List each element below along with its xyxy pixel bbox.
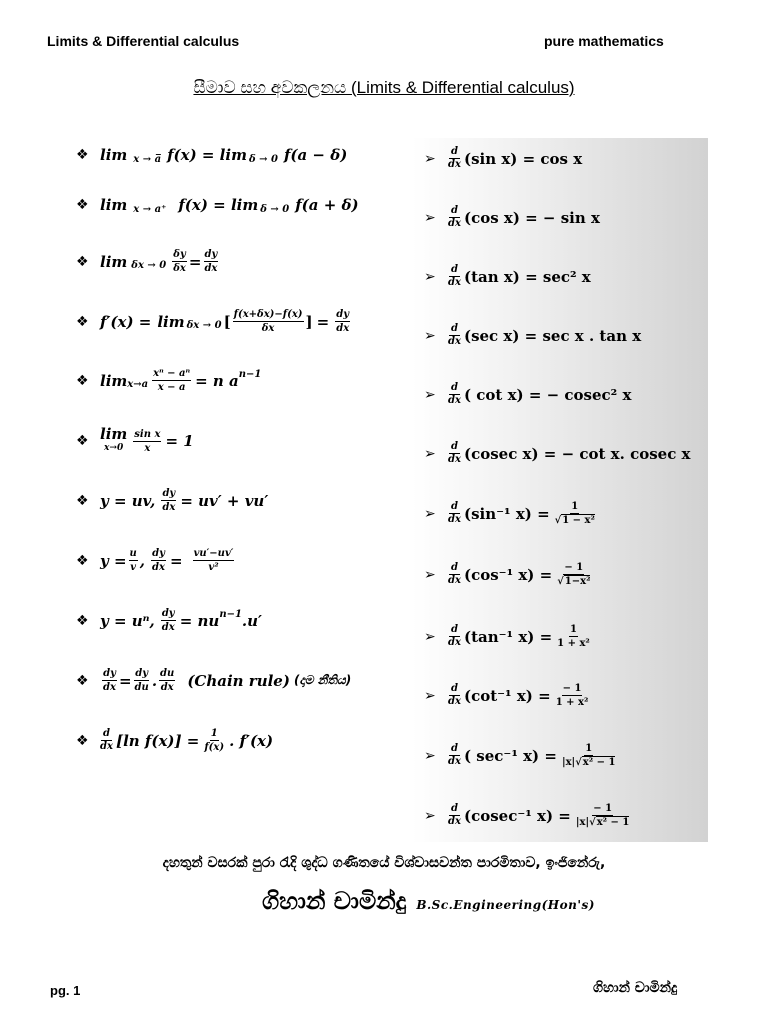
derivative-dx: dx (448, 575, 461, 586)
footer-author-name: ගිහාන් චාමින්දු (593, 980, 678, 996)
formula-tail: f(a − δ) (283, 146, 348, 164)
denominator (554, 514, 596, 527)
chain-rule-sinhala-note: (දාම නීතිය) (293, 673, 352, 687)
formula-rhs: = uv′ + vu′ (180, 491, 269, 510)
derivative-d: d (450, 501, 458, 512)
numerator: f(x+δx)−f(x) (233, 309, 303, 320)
derivative-expression: (tan⁻¹ x) = (463, 627, 553, 646)
derivatives-panel-background (412, 138, 708, 842)
lim-text: lim (157, 312, 185, 331)
fraction (554, 500, 596, 527)
numerator: dy (135, 668, 149, 679)
derivative-dx: dx (448, 756, 461, 767)
derivative-operator (448, 501, 461, 526)
derivative-dx: dx (448, 454, 461, 465)
denominator: f(x) (204, 742, 225, 753)
limit-subscript: x→0 (104, 443, 124, 453)
fraction (193, 547, 235, 574)
limit-subscript: δx → 0 (186, 320, 222, 331)
formula-tail: f(a + δ) (295, 196, 359, 214)
radicand: x² − 1 (596, 817, 630, 828)
limit-stack (100, 427, 127, 455)
denominator: dx (204, 263, 218, 274)
arrow-bullet-icon: ➢ (424, 209, 436, 226)
fraction (561, 742, 616, 769)
arrow-bullet-icon: ➢ (424, 505, 436, 522)
limit-subscript: x → a⁺ (133, 203, 167, 215)
fraction (134, 667, 150, 694)
derivative-row (424, 441, 691, 466)
numerator: dy (336, 309, 350, 320)
numerator: 1 (571, 501, 579, 512)
abs-x: |x| (561, 757, 576, 768)
denominator: dx (152, 562, 165, 573)
formula-left-9 (76, 607, 262, 634)
derivative-d: d (450, 441, 458, 452)
denominator: x (144, 442, 151, 454)
derivative-expression: (cos x) = − sin x (463, 208, 600, 227)
equals-sign: = (118, 671, 132, 690)
numerator: sin x (134, 428, 161, 440)
header-left-title: Limits & Differential calculus (47, 33, 240, 49)
equals-sign: = (316, 312, 330, 331)
diamond-bullet-icon: ❖ (76, 253, 89, 270)
limit-subscript: x→a (127, 379, 149, 390)
fraction (575, 802, 630, 829)
diamond-bullet-icon: ❖ (76, 147, 89, 163)
derivative-operator (448, 624, 461, 649)
denominator: dx (161, 622, 175, 633)
diamond-bullet-icon: ❖ (76, 492, 89, 509)
diamond-bullet-icon: ❖ (76, 433, 89, 449)
fraction (203, 727, 225, 754)
limit-subscript: δ → 0 (260, 203, 290, 215)
denominator (556, 575, 591, 588)
formula-left-7 (76, 487, 268, 514)
formula-body: [ln f(x)] = (115, 731, 200, 750)
arrow-bullet-icon: ➢ (424, 268, 436, 285)
diamond-bullet-icon: ❖ (76, 612, 89, 629)
derivative-dx: dx (448, 816, 461, 827)
square-root (589, 816, 629, 829)
derivative-expression: (sin x) = cos x (463, 149, 583, 168)
fraction (172, 248, 187, 275)
fraction (102, 667, 117, 694)
derivative-row (424, 802, 632, 829)
arrow-bullet-icon: ➢ (424, 566, 436, 583)
superscript: n−1 (238, 369, 262, 380)
derivative-expression: (cot⁻¹ x) = (463, 686, 551, 705)
formula-body: f(x) = lim (178, 196, 259, 214)
formula-body: f(x) = lim (167, 146, 247, 164)
derivative-row (424, 561, 593, 588)
derivative-d: d (450, 743, 458, 754)
author-line (262, 887, 595, 915)
numerator: dy (152, 548, 165, 559)
formula-lhs: f′(x) = (100, 312, 152, 331)
derivative-dx: dx (448, 336, 461, 347)
numerator: − 1 (562, 683, 582, 694)
derivative-operator (448, 323, 461, 348)
formula-left-10 (76, 667, 351, 694)
diamond-bullet-icon: ❖ (76, 372, 89, 389)
derivative-dx: dx (448, 696, 461, 707)
arrow-bullet-icon: ➢ (424, 628, 436, 645)
chain-rule-label: (Chain rule) (187, 671, 290, 690)
numerator: xⁿ − aⁿ (153, 368, 191, 379)
lim-text: lim (100, 146, 128, 164)
numerator: 1 (570, 624, 577, 635)
denominator: x − a (157, 382, 186, 393)
derivative-expression: (cosec x) = − cot x. cosec x (463, 444, 691, 463)
derivative-operator (448, 146, 461, 171)
formula-left-3 (76, 248, 220, 275)
derivative-expression: (cosec⁻¹ x) = (463, 806, 571, 825)
fraction (151, 547, 166, 574)
derivative-row (424, 623, 593, 650)
lim-text: lim (100, 252, 128, 271)
derivative-d: d (450, 264, 458, 275)
diamond-bullet-icon: ❖ (76, 672, 89, 689)
derivative-d: d (102, 728, 110, 739)
lim-text: lim (100, 196, 128, 214)
arrow-bullet-icon: ➢ (424, 327, 436, 344)
lim-text: lim (100, 371, 128, 390)
numerator: dy (204, 249, 218, 260)
numerator: 1 (210, 728, 218, 739)
radical-sign-icon: √ (589, 817, 596, 828)
square-root (557, 575, 590, 588)
denominator: dx (160, 682, 174, 693)
denominator: 1 + x² (557, 638, 590, 649)
derivative-row (424, 742, 618, 769)
square-root (555, 514, 595, 527)
derivative-d: d (450, 382, 458, 393)
derivative-dx: dx (448, 395, 461, 406)
fraction (335, 308, 350, 335)
equals-sign: = (170, 551, 183, 570)
author-degree: B.Sc.Engineering(Hon's) (416, 898, 595, 912)
denominator: 1 + x² (555, 697, 589, 708)
derivative-operator (448, 743, 461, 768)
derivative-operator (448, 205, 461, 230)
fraction (161, 607, 176, 634)
diamond-bullet-icon: ❖ (76, 197, 89, 213)
denominator: δx (261, 323, 275, 334)
formula-left-1 (76, 146, 347, 164)
derivative-expression: (tan x) = sec² x (463, 267, 591, 286)
fraction (161, 487, 176, 514)
arrow-bullet-icon: ➢ (424, 687, 436, 704)
author-tagline: දහතුන් වසරක් පුරා රැදි ශුද්ධ ගණිතයේ විශ්වාසවන්ත පාරමිතාව, ඉංජිනේරු, (162, 855, 606, 871)
derivative-dx: dx (448, 637, 461, 648)
limit-subscript: x → a̅ (133, 153, 162, 165)
numerator: dy (161, 608, 175, 619)
numerator: δy (173, 249, 186, 260)
formula-tail: . f′(x) (229, 731, 274, 750)
numerator: dy (162, 488, 176, 499)
derivative-d: d (450, 803, 458, 814)
derivative-operator (448, 562, 461, 587)
derivative-d: d (450, 205, 458, 216)
denominator: v (130, 562, 137, 573)
derivative-d: d (450, 146, 458, 157)
arrow-bullet-icon: ➢ (424, 807, 436, 824)
fraction (133, 428, 161, 455)
formula-left-6 (76, 427, 194, 455)
diamond-bullet-icon: ❖ (76, 313, 89, 330)
formula-lhs: y = uv, (100, 491, 156, 510)
derivative-operator (448, 441, 461, 466)
formula-lhs: y = (100, 551, 127, 570)
formula-left-8 (76, 547, 236, 574)
derivative-expression: ( sec⁻¹ x) = (463, 746, 557, 765)
denominator: dx (162, 502, 176, 513)
page-title: සීමාව සහ අවකලනය (Limits & Differential calculus) (193, 78, 575, 97)
derivative-operator (448, 382, 461, 407)
numerator: du (160, 668, 175, 679)
numerator: dy (103, 668, 116, 679)
arrow-bullet-icon: ➢ (424, 150, 436, 167)
formula-rhs: = n a (195, 371, 239, 390)
derivative-dx: dx (448, 514, 461, 525)
denominator: du (134, 682, 149, 693)
numerator: 1 (585, 743, 593, 754)
derivative-d: d (450, 562, 458, 573)
formula-left-4: ❖ f′(x) = lim δx → 0 [ $\frac{f(x+\delta x)-f(x)}{\delta x}$ ] = $\frac{dy}{dx}$ (76, 309, 350, 334)
radicand: x² − 1 (582, 757, 616, 768)
denominator: v² (208, 562, 219, 573)
derivative-row (424, 323, 641, 348)
denominator: dx (336, 323, 350, 334)
derivative-expression: (sin⁻¹ x) = (463, 504, 550, 523)
author-name: ගිහාන් චාමින්දු (262, 887, 407, 915)
radicand: 1 − x² (562, 515, 595, 526)
derivative-expression: ( cot x) = − cosec² x (463, 385, 632, 404)
superscript: n−1 (219, 609, 242, 620)
numerator: − 1 (593, 803, 613, 814)
diamond-bullet-icon: ❖ (76, 732, 89, 749)
formula-lhs: y = uⁿ, (100, 611, 155, 630)
derivative-row (424, 382, 631, 407)
fraction (556, 623, 591, 650)
fraction (159, 667, 175, 694)
derivative-dx: dx (448, 277, 461, 288)
fraction (129, 547, 138, 574)
derivative-row (424, 682, 591, 709)
formula-rhs: = nu (179, 611, 220, 630)
arrow-bullet-icon: ➢ (424, 747, 436, 764)
dot-operator: . (151, 671, 158, 690)
numerator: vu′−uv′ (193, 548, 234, 559)
derivative-expression: (sec x) = sec x . tan x (463, 326, 642, 345)
derivative-dx: dx (100, 741, 113, 752)
denominator: δx (173, 263, 186, 274)
arrow-bullet-icon: ➢ (424, 386, 436, 403)
derivative-expression: (cos⁻¹ x) = (463, 565, 553, 584)
comma: , (139, 551, 146, 570)
radical-sign-icon: √ (557, 576, 564, 587)
header-right-subject: pure mathematics (544, 33, 664, 49)
derivative-operator (448, 803, 461, 828)
derivative-operator (100, 728, 113, 753)
radical-sign-icon: √ (554, 515, 562, 526)
fraction (152, 367, 191, 394)
denominator: dx (103, 682, 116, 693)
limit-subscript: δx → 0 (131, 260, 167, 271)
square-root (575, 756, 615, 769)
radicand: 1−x² (564, 576, 591, 587)
derivative-row (424, 146, 582, 171)
radical-sign-icon: √ (575, 757, 582, 768)
equals-sign: = (188, 252, 202, 271)
derivative-d: d (450, 624, 458, 635)
derivative-row (424, 500, 598, 527)
arrow-bullet-icon: ➢ (424, 445, 436, 462)
abs-x: |x| (575, 817, 590, 828)
derivative-d: d (450, 323, 458, 334)
derivative-operator (448, 683, 461, 708)
numerator: u (129, 548, 137, 559)
derivative-d: d (450, 683, 458, 694)
fraction (556, 561, 591, 588)
derivative-dx: dx (448, 218, 461, 229)
fraction (203, 248, 218, 275)
derivative-row (424, 264, 591, 289)
lim-text: lim (100, 425, 128, 443)
denominator (561, 756, 616, 769)
derivative-dx: dx (448, 159, 461, 170)
fraction (555, 682, 590, 709)
limit-subscript: δ → 0 (248, 153, 278, 165)
fraction (233, 308, 304, 335)
formula-rhs: = 1 (165, 432, 194, 450)
formula-left-5 (76, 367, 261, 394)
denominator (575, 816, 630, 829)
derivative-row (424, 205, 600, 230)
formula-tail: .u′ (241, 611, 263, 630)
numerator: − 1 (564, 562, 584, 573)
formula-left-11 (76, 727, 273, 754)
derivative-operator (448, 264, 461, 289)
footer-page-number: pg. 1 (50, 983, 81, 998)
formula-left-2 (76, 196, 359, 214)
diamond-bullet-icon: ❖ (76, 552, 89, 569)
